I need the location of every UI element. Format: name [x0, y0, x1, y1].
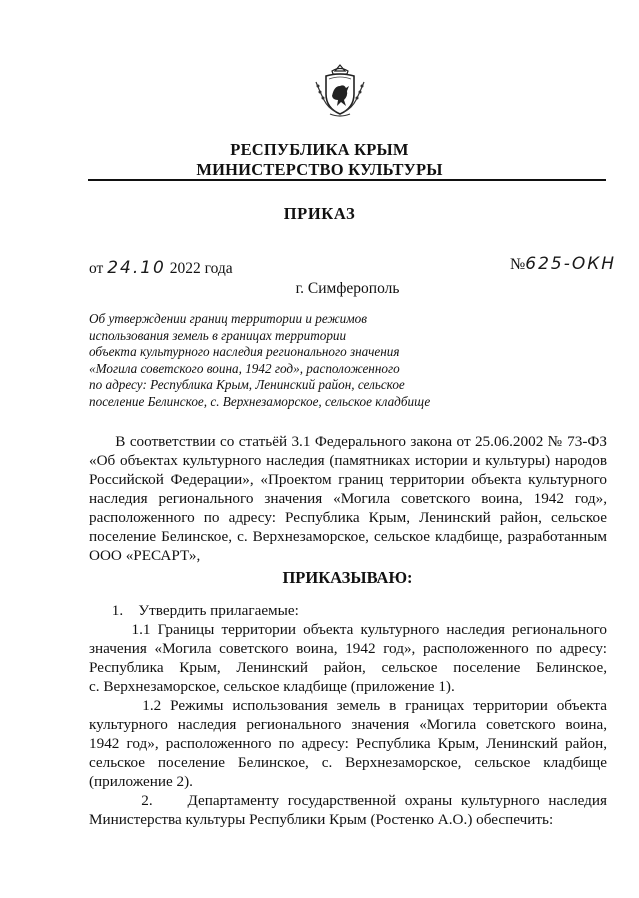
- order-heading: ПРИКАЗЫВАЮ:: [282, 568, 413, 587]
- document-title: ПРИКАЗ: [283, 204, 356, 223]
- preamble-line: наследия регионального значения «Могила советского воина, 1942 год»,: [89, 490, 607, 507]
- subject-line: по адресу: Республика Крым, Ленинский район, сельское: [89, 377, 405, 393]
- order-line: 1.1 Границы территории объекта культурного наследия регионального: [89, 621, 607, 638]
- order-line: 1. Утвердить прилагаемые:: [89, 602, 299, 619]
- order-line: Министерства культуры Республики Крым (Ростенко А.О.) обеспечить:: [89, 811, 554, 828]
- preamble-line: «Об объектах культурного наследия (памятниках истории и культуры) народов: [89, 452, 607, 469]
- subject-line: поселение Белинское, с. Верхнезаморское, сельское кладбище: [89, 393, 431, 409]
- handwritten-date: 24.10: [107, 258, 166, 278]
- order-line: культурного наследия регионального значения «Могила советского воина,: [89, 716, 607, 733]
- number-prefix: №: [510, 256, 526, 273]
- org-line-ministry: МИНИСТЕРСТВО КУЛЬТУРЫ: [196, 160, 443, 179]
- date-prefix: от: [89, 260, 104, 277]
- document-number: [510, 254, 616, 274]
- subject-line: использования земель в границах территории: [89, 327, 347, 343]
- preamble-line: ООО «РЕСАРТ»,: [89, 547, 201, 564]
- order-clauses: [89, 601, 607, 829]
- preamble-line: Российской Федерации», «Проектом границ территории объекта культурного: [89, 471, 607, 488]
- document-city: г. Симферополь: [295, 280, 400, 297]
- subject-line: объекта культурного наследия регионального значения: [89, 344, 400, 360]
- order-line: с. Верхнезаморское, сельское кладбище (приложение 1).: [89, 678, 455, 695]
- preamble-line: расположенного по адресу: Республика Крым, Ленинский район, сельское: [89, 509, 607, 526]
- document-date: [89, 258, 233, 278]
- order-line: Республика Крым, Ленинский район, сельское поселение Белинское,: [89, 659, 607, 676]
- order-line: (приложение 2).: [89, 773, 193, 790]
- preamble-paragraph: [89, 432, 607, 565]
- preamble-line: В соответствии со статьёй 3.1 Федерального закона от 25.06.2002 № 73-ФЗ: [89, 433, 607, 450]
- order-line: сельское поселение Белинское, с. Верхнезаморское, сельское кладбище: [89, 754, 607, 771]
- order-line: 2. Департаменту государственной охраны культурного наследия: [89, 792, 607, 809]
- crimea-coat-of-arms-icon: [310, 62, 370, 118]
- order-line: значения «Могила советского воина, 1942 год», расположенного по адресу:: [89, 640, 607, 657]
- order-line: 1.2 Режимы использования земель в границах территории объекта: [89, 697, 607, 714]
- preamble-line: поселение Белинское, с. Верхнезаморское, сельское кладбище, разработанным: [89, 528, 607, 545]
- document-subject: [89, 311, 429, 411]
- subject-line: «Могила советского воина, 1942 год», расположенного: [89, 360, 400, 376]
- order-line: 1942 год», расположенного по адресу: Республика Крым, Ленинский район,: [89, 735, 607, 752]
- handwritten-number: 625-ОКН: [525, 254, 617, 274]
- subject-line: Об утверждении границ территории и режимов: [89, 311, 367, 326]
- date-year: 2022 года: [169, 260, 233, 277]
- org-line-republic: РЕСПУБЛИКА КРЫМ: [230, 140, 409, 159]
- header-divider: [88, 179, 606, 181]
